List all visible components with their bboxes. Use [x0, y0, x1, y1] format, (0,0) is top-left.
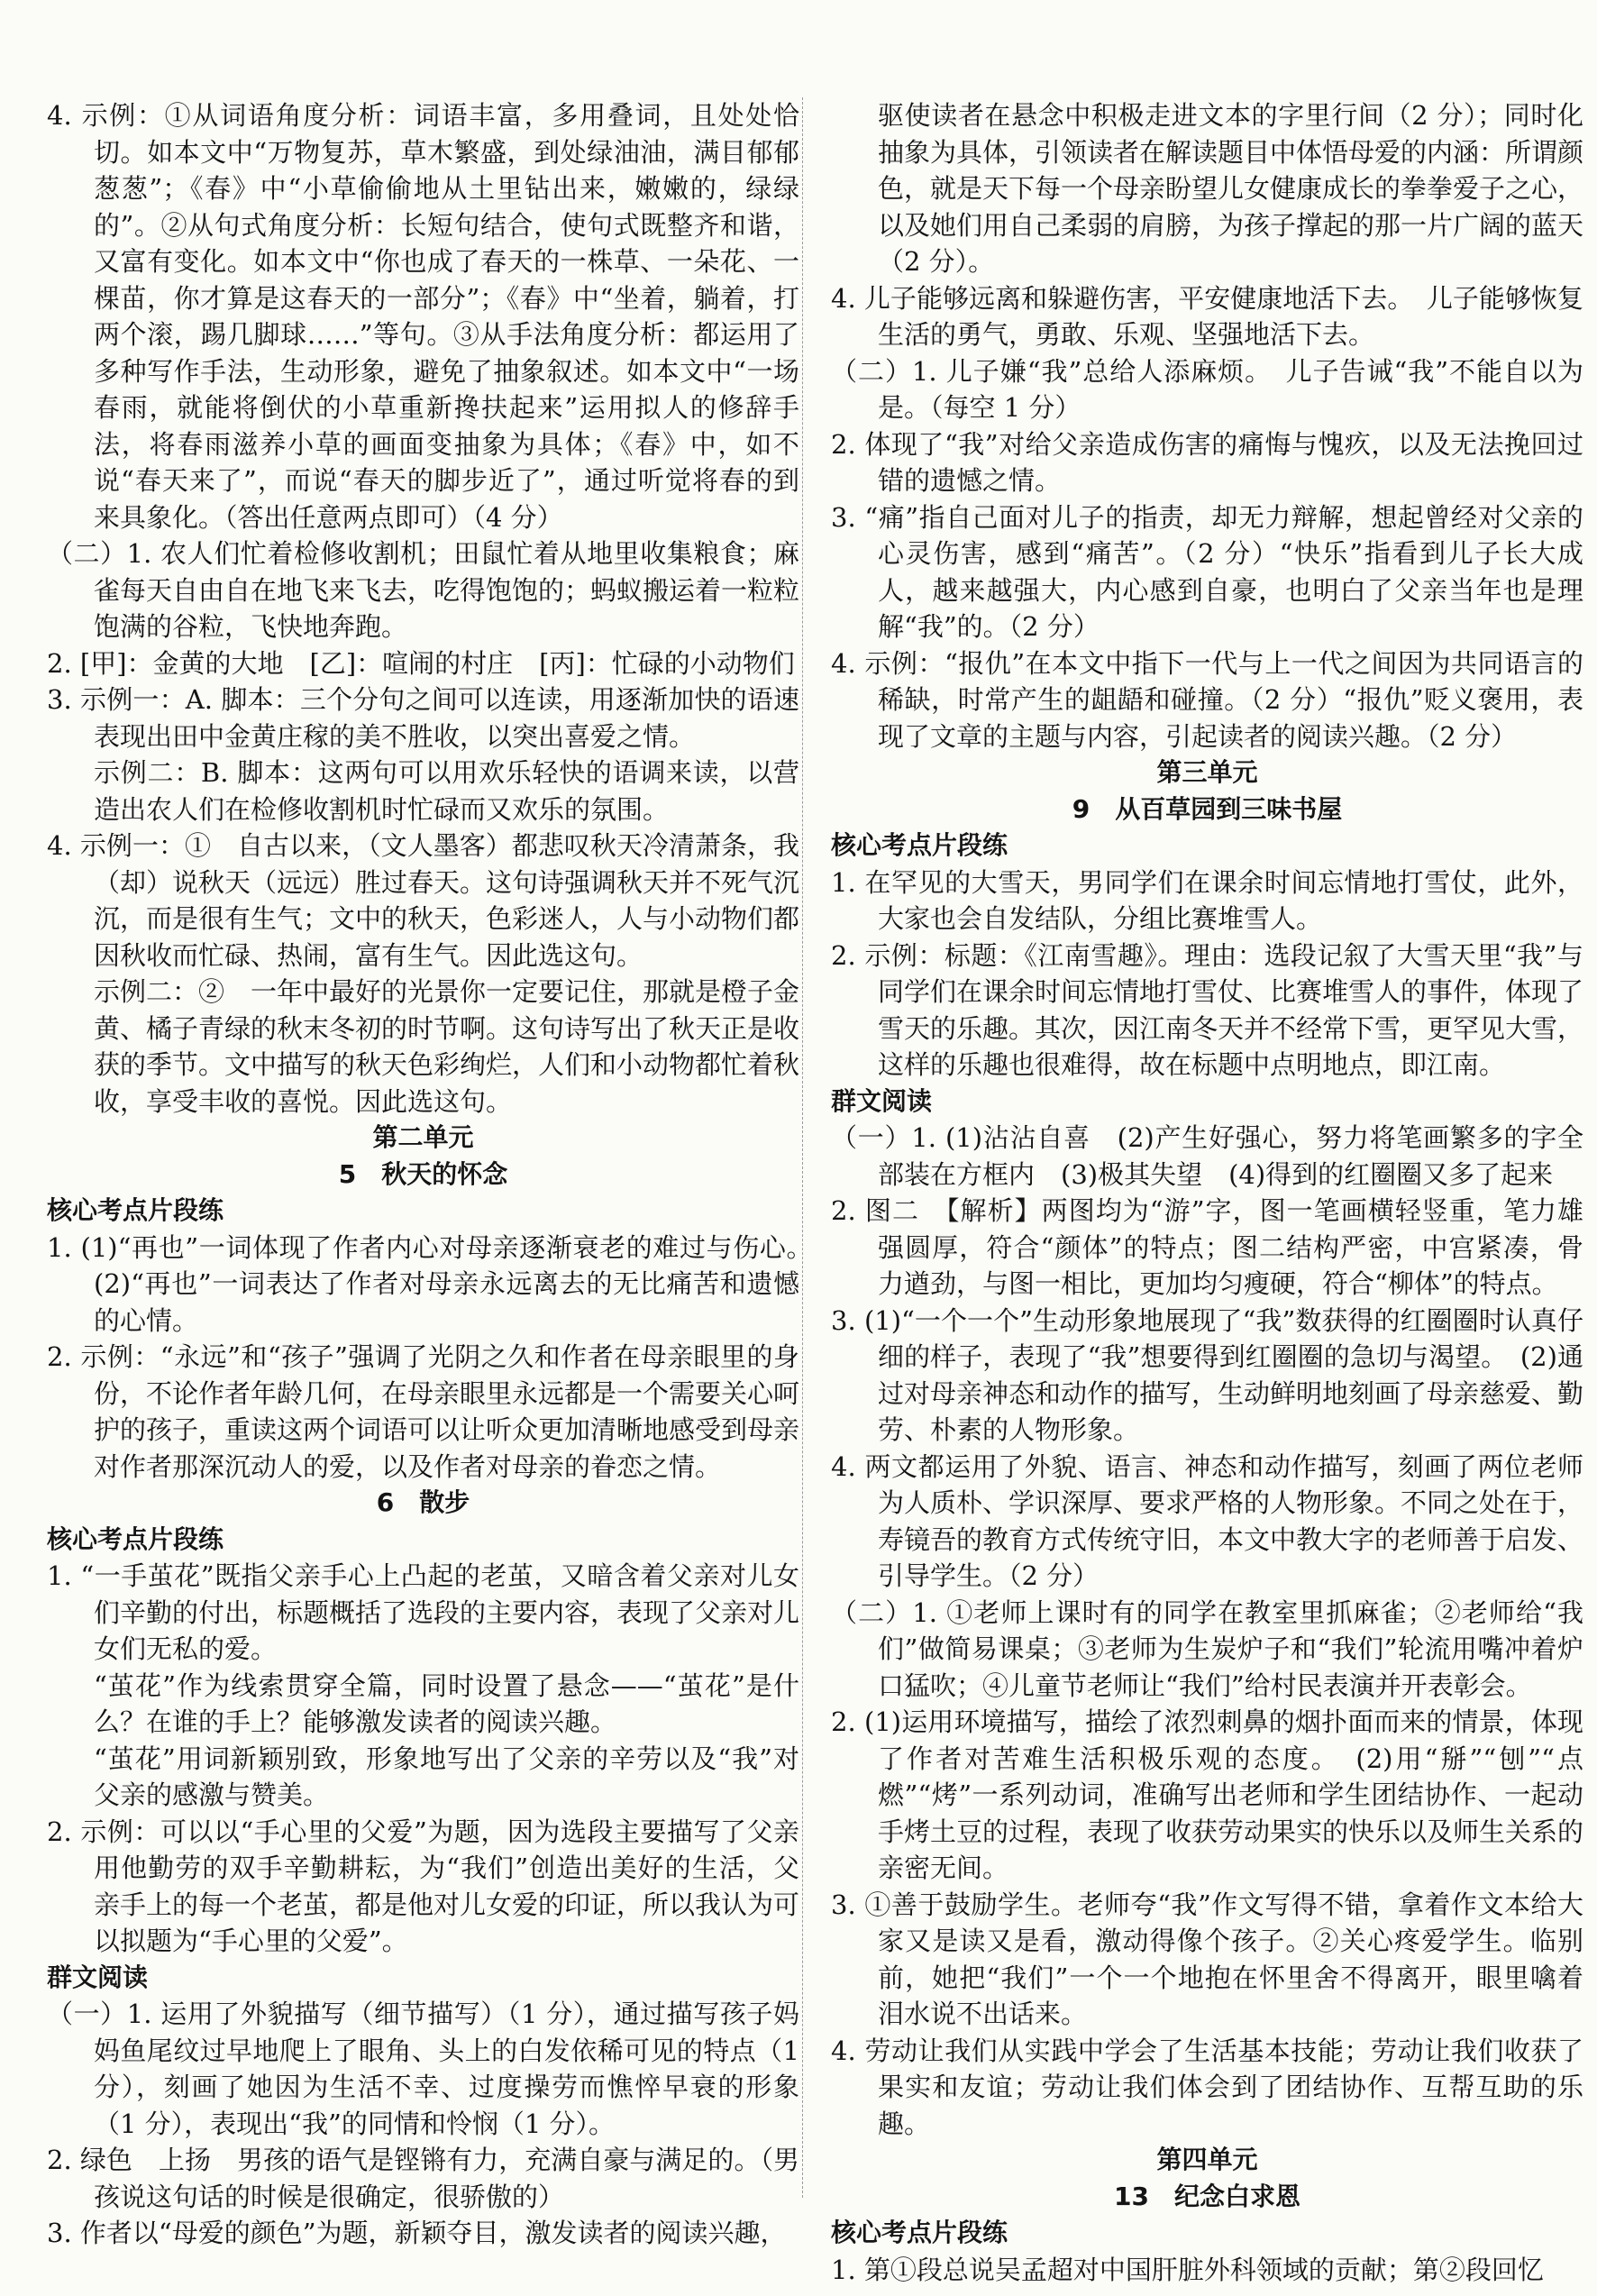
answer-item: （一）1. (1)沾沾自喜 (2)产生好强心，努力将笔画繁多的字全部装在方框内 (3)极其失望 (4)得到的红圈圈又多了起来: [831, 1122, 1583, 1190]
answer-item: 2. 示例：“永远”和“孩子”强调了光阴之久和作者在母亲眼里的身份，不论作者年龄几何，在母亲眼里永远都是一个需要关心呵护的孩子，重读这两个词语可以让听众更加清晰地感受到母亲对作者那深沉动人的爱，以及作者对母亲的眷恋之情。: [47, 1341, 800, 1482]
right-column: [831, 97, 1583, 2288]
answer-item: 1. 第①段总说吴孟超对中国肝脏外科领域的贡献；第②段回忆: [831, 2254, 1544, 2285]
section-heading: 核心考点片段练: [831, 2218, 1008, 2247]
section-heading: 群文阅读: [831, 1085, 933, 1116]
answer-item: （二）1. ①老师上课时有的同学在教室里抓麻雀；②老师给“我们”做简易课桌；③老师为生炭炉子和“我们”轮流用嘴冲着炉口猛吹；④儿童节老师让“我们”给村民表演并开表彰会。: [831, 1596, 1583, 1701]
answer-item: 3. “痛”指自己面对儿子的指责，却无力辩解，想起曾经对父亲的心灵伤害，感到“痛苦”。（2 分）“快乐”指看到儿子长大成人，越来越强大，内心感到自豪，也明白了父亲当年也是理解“我”的。（2 分）: [831, 501, 1583, 642]
answer-continuation: 示例二：B. 脚本：这两句可以用欢乐轻快的语调来读，以营造出农人们在检修收割机时忙碌而又欢乐的氛围。: [94, 757, 799, 825]
answer-item: 4. 示例一：① 自古以来，（文人墨客）都悲叹秋天冷清萧条，我（却）说秋天（远远）胜过春天。这句诗强调秋天并不死气沉沉，而是很有生气；文中的秋天，色彩迷人，人与小动物们都因秋收而忙碌、热闹，富有生气。因此选这句。: [47, 830, 800, 971]
answer-item: 2. 示例：标题：《江南雪趣》。理由：选段记叙了大雪天里“我”与同学们在课余时间忘情地打雪仗、比赛堆雪人的事件，体现了雪天的乐趣。其次，因江南冬天并不经常下雪，更罕见大雪，这样的乐趣也很难得，故在标题中点明地点，即江南。: [831, 939, 1584, 1080]
answer-item: （二）1. 儿子嫌“我”总给人添麻烦。 儿子告诫“我”不能自以为是。（每空 1 分）: [831, 355, 1583, 423]
answer-item: （二）1. 农人们忙着检修收割机；田鼠忙着从地里收集粮食；麻雀每天自由自在地飞来飞去，吃得饱饱的；蚂蚁搬运着一粒粒饱满的谷粒，飞快地奔跑。: [47, 538, 800, 642]
answer-item: 4. 两文都运用了外貌、语言、神态和动作描写，刻画了两位老师为人质朴、学识深厚、要求严格的人物形象。不同之处在于，寿镜吾的教育方式传统守旧，本文中教大字的老师善于启发、引导学生。（2 分）: [831, 1450, 1584, 1591]
answer-item: 2. (1)运用环境描写，描绘了浓烈刺鼻的烟扑面而来的情景，体现了作者对苦难生活积极乐观的态度。 (2)用“掰”“刨”“点燃”“烤”一系列动词，准确写出老师和学生团结协作、一起动手烤土豆的过程，表现了收获劳动果实的快乐以及师生关系的亲密无间。: [831, 1706, 1584, 1883]
unit-heading: 第四单元: [1156, 2145, 1258, 2174]
answer-item: 4. 儿子能够远离和躲避伤害，平安健康地活下去。 儿子能够恢复生活的勇气，勇敢、乐观、坚强地活下去。: [831, 282, 1583, 350]
lesson-title: 6 散步: [376, 1487, 470, 1517]
lesson-title: 5 秋天的怀念: [338, 1158, 508, 1189]
answer-item: 2. 体现了“我”对给父亲造成伤害的痛悔与愧疚，以及无法挽回过错的遗憾之情。: [831, 428, 1583, 496]
section-heading: 群文阅读: [47, 1962, 149, 1992]
unit-heading: 第二单元: [372, 1122, 474, 1152]
answer-item: 3. 示例一：A. 脚本：三个分句之间可以连读，用逐渐加快的语速表现出田中金黄庄稼的美不胜收，以突出喜爱之情。: [47, 684, 799, 752]
section-heading: 核心考点片段练: [47, 1523, 224, 1554]
column-divider: [802, 97, 803, 2198]
answer-item: 4. 示例：①从词语角度分析：词语丰富，多用叠词，且处处恰切。如本文中“万物复苏，草木繁盛，到处绿油油，满目郁郁葱葱”；《春》中“小草偷偷地从土里钻出来，嫩嫩的，绿绿的”。②从句式角度分析：长短句结合，使句式既整齐和谐，又富有变化。如本文中“你也成了春天的一株草、一朵花、一棵苗，你才算是这春天的一部分”；《春》中“坐着，躺着，打两个滚，踢几脚球……”等句。③从手法角度分析：都运用了多种写作手法，生动形象，避免了抽象叙述。如本文中“一场春雨，就能将倒伏的小草重新搀扶起来”运用拟人的修辞手法，将春雨滋养小草的画面变抽象为具体；《春》中，如不说“春天来了”，而说“春天的脚步近了”，通过听觉将春的到来具象化。（答出任意两点即可）（4 分）: [47, 100, 799, 533]
answer-item: 1. (1)“再也”一词体现了作者内心对母亲逐渐衰老的难过与伤心。 (2)“再也”一词表达了作者对母亲永远离去的无比痛苦和遗憾的心情。: [47, 1231, 826, 1336]
answer-item: 1. “一手茧花”既指父亲手心上凸起的老茧，又暗含着父亲对儿女们辛勤的付出，标题概括了选段的主要内容，表现了父亲对儿女们无私的爱。: [47, 1560, 800, 1664]
answer-item: 4. 劳动让我们从实践中学会了生活基本技能；劳动让我们收获了果实和友谊；劳动让我们体会到了团结协作、互帮互助的乐趣。: [831, 2035, 1583, 2139]
answer-item: 2. 图二 【解析】两图均为“游”字，图一笔画横轻竖重，笔力雄强圆厚，符合“颜体”的特点；图二结构严密，中宫紧凑，骨力遒劲，与图一相比，更加均匀瘦硬，符合“柳体”的特点。: [831, 1195, 1583, 1299]
answer-item: 2. 绿色 上扬 男孩的语气是铿锵有力，充满自豪与满足的。（男孩说这句话的时候是很确定，很骄傲的）: [47, 2145, 799, 2212]
answer-item: 1. 在罕见的大雪天，男同学们在课余时间忘情地打雪仗，此外，大家也会自发结队，分组比赛堆雪人。: [831, 866, 1583, 934]
lesson-title: 13 纪念白求恩: [1114, 2181, 1300, 2211]
left-column: [47, 97, 826, 2252]
section-heading: 核心考点片段练: [831, 830, 1008, 860]
answer-item: 2. [甲]：金黄的大地 [乙]：喧闹的村庄 [丙]：忙碌的小动物们: [47, 647, 795, 679]
answer-continuation: “茧花”作为线索贯穿全篇，同时设置了悬念——“茧花”是什么？在谁的手上？能够激发读者的阅读兴趣。: [94, 1669, 799, 1737]
unit-heading: 第三单元: [1156, 757, 1258, 787]
answer-item: 3. 作者以“母爱的颜色”为题，新颖夺目，激发读者的阅读兴趣，: [47, 2218, 787, 2248]
lesson-title: 9 从百草园到三味书屋: [1072, 793, 1343, 824]
answer-item: 2. 示例：可以以“手心里的父爱”为题，因为选段主要描写了父亲用他勤劳的双手辛勤耕耘，为“我们”创造出美好的生活，父亲手上的每一个老茧，都是他对儿女爱的印证，所以我认为可以拟题为“手心里的父爱”。: [47, 1816, 800, 1956]
answer-item: 4. 示例：“报仇”在本文中指下一代与上一代之间因为共同语言的稀缺，时常产生的龃龉和碰撞。（2 分）“报仇”贬义褒用，表现了文章的主题与内容，引起读者的阅读兴趣。（2 分）: [831, 647, 1583, 752]
section-heading: 核心考点片段练: [47, 1195, 224, 1225]
answer-item: （一）1. 运用了外貌描写（细节描写）（1 分），通过描写孩子妈妈鱼尾纹过早地爬上了眼角、头上的白发依稀可见的特点（1 分），刻画了她因为生活不幸、过度操劳而憔悴早衰的形象（1 分），表现出“我”的同情和怜悯（1 分）。: [47, 1999, 799, 2139]
answer-continuation: 驱使读者在悬念中积极走进文本的字里行间（2 分）；同时化抽象为具体，引领读者在解读题目中体悟母爱的内涵：所谓颜色，就是天下每一个母亲盼望儿女健康成长的拳拳爱子之心，以及她们用自己柔弱的肩膀，为孩子撑起的那一片广阔的蓝天（2 分）。: [878, 100, 1584, 277]
answer-item: 3. ①善于鼓励学生。老师夸“我”作文写得不错，拿着作文本给大家又是读又是看，激动得像个孩子。②关心疼爱学生。临别前，她把“我们”一个一个地抱在怀里舍不得离开，眼里噙着泪水说不出话来。: [831, 1889, 1583, 2029]
answer-continuation: “茧花”用词新颖别致，形象地写出了父亲的辛劳以及“我”对父亲的感激与赞美。: [94, 1743, 799, 1810]
answer-item: 3. (1)“一个一个”生动形象地展现了“我”数获得的红圈圈时认真仔细的样子，表现了“我”想要得到红圈圈的急切与渴望。 (2)通过对母亲神态和动作的描写，生动鲜明地刻画了母亲慈爱、勤劳、朴素的人物形象。: [831, 1304, 1584, 1445]
answer-continuation: 示例二：② 一年中最好的光景你一定要记住，那就是橙子金黄、橘子青绿的秋末冬初的时节啊。这句诗写出了秋天正是收获的季节。文中描写的秋天色彩绚烂，人们和小动物都忙着秋收，享受丰收的喜悦。因此选这句。: [94, 976, 800, 1117]
